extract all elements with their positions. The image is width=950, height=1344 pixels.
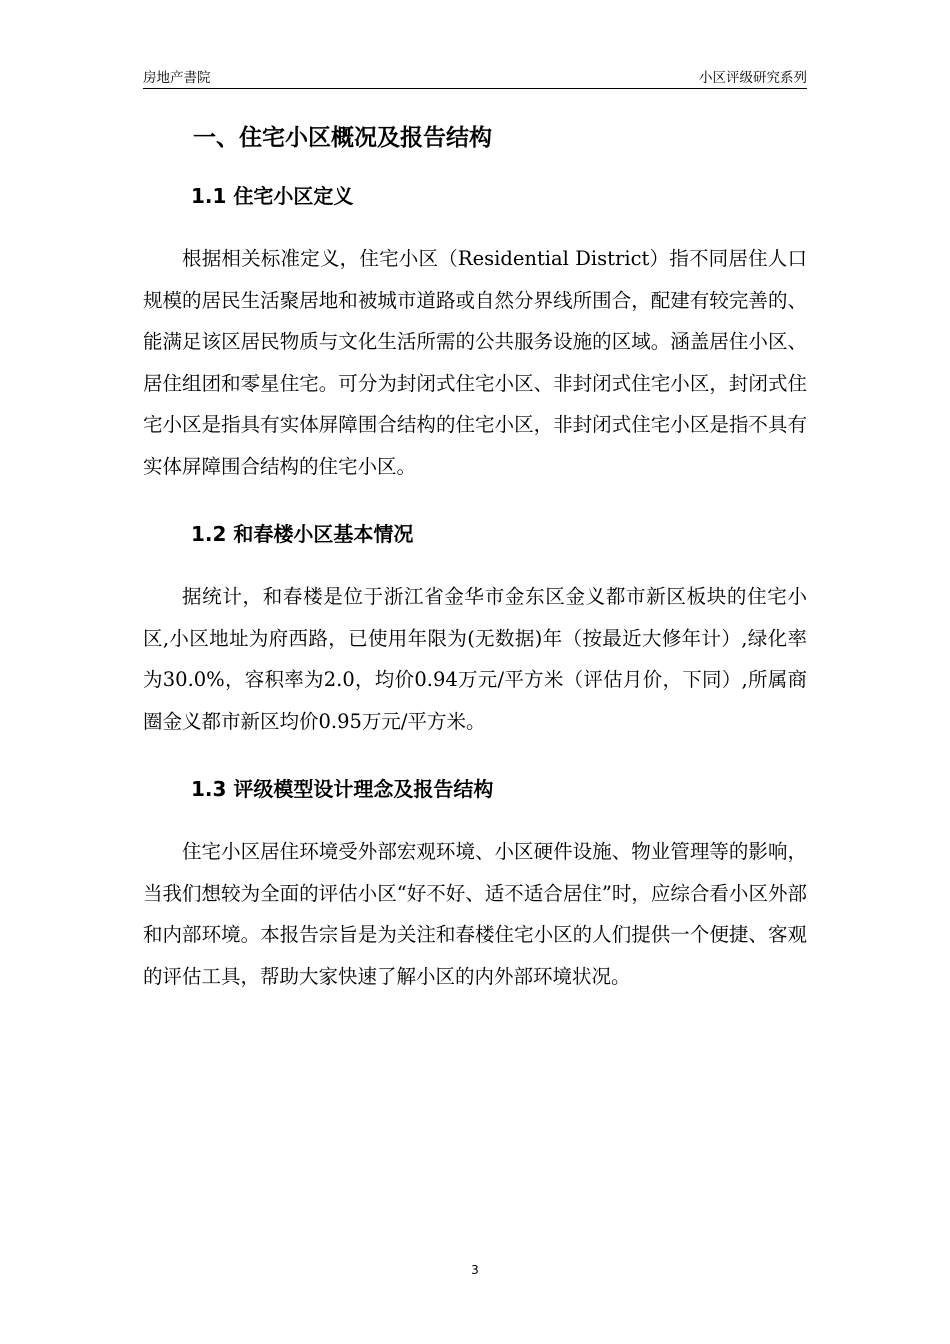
subsection-heading-1-1: 1.1 住宅小区定义 xyxy=(191,184,354,208)
subsection-heading-1-2: 1.2 和春楼小区基本情况 xyxy=(191,522,414,546)
page-number: 3 xyxy=(471,1263,479,1277)
paragraph-definition: 根据相关标准定义，住宅小区（Residential District）指不同居住人口规模的居民生活聚居地和被城市道路或自然分界线所围合，配建有较完善的、能满足该区居民物质与文化生活所需的公共服务设施的区域。涵盖居住小区、居住组团和零星住宅。可分为封闭式住宅小区、非封闭式住宅小区，封闭式住宅小区是指具有实体屏障围合结构的住宅小区，非封闭式住宅小区是指不具有实体屏障围合结构的住宅小区。 xyxy=(143,247,807,478)
page-content xyxy=(143,120,807,997)
paragraph-model-design: 住宅小区居住环境受外部宏观环境、小区硬件设施、物业管理等的影响，当我们想较为全面的评估小区“好不好、适不适合居住”时，应综合看小区外部和内部环境。本报告宗旨是为关注和春楼住宅小区的人们提供一个便捷、客观的评估工具，帮助大家快速了解小区的内外部环境状况。 xyxy=(143,840,807,988)
page-header xyxy=(143,66,807,89)
header-series-title: 小区评级研究系列 xyxy=(699,70,807,86)
paragraph-community-info: 据统计，和春楼是位于浙江省金华市金东区金义都市新区板块的住宅小区,小区地址为府西路，已使用年限为(无数据)年（按最近大修年计）,绿化率为30.0%，容积率为2.0，均价0.94万元/平方米（评估月价，下同）,所属商圈金义都市新区均价0.95万元/平方米。 xyxy=(143,585,807,733)
subsection-heading-1-3: 1.3 评级模型设计理念及报告结构 xyxy=(191,777,494,801)
header-publisher: 房地产書院 xyxy=(143,70,211,86)
section-title: 一、住宅小区概况及报告结构 xyxy=(193,125,492,151)
